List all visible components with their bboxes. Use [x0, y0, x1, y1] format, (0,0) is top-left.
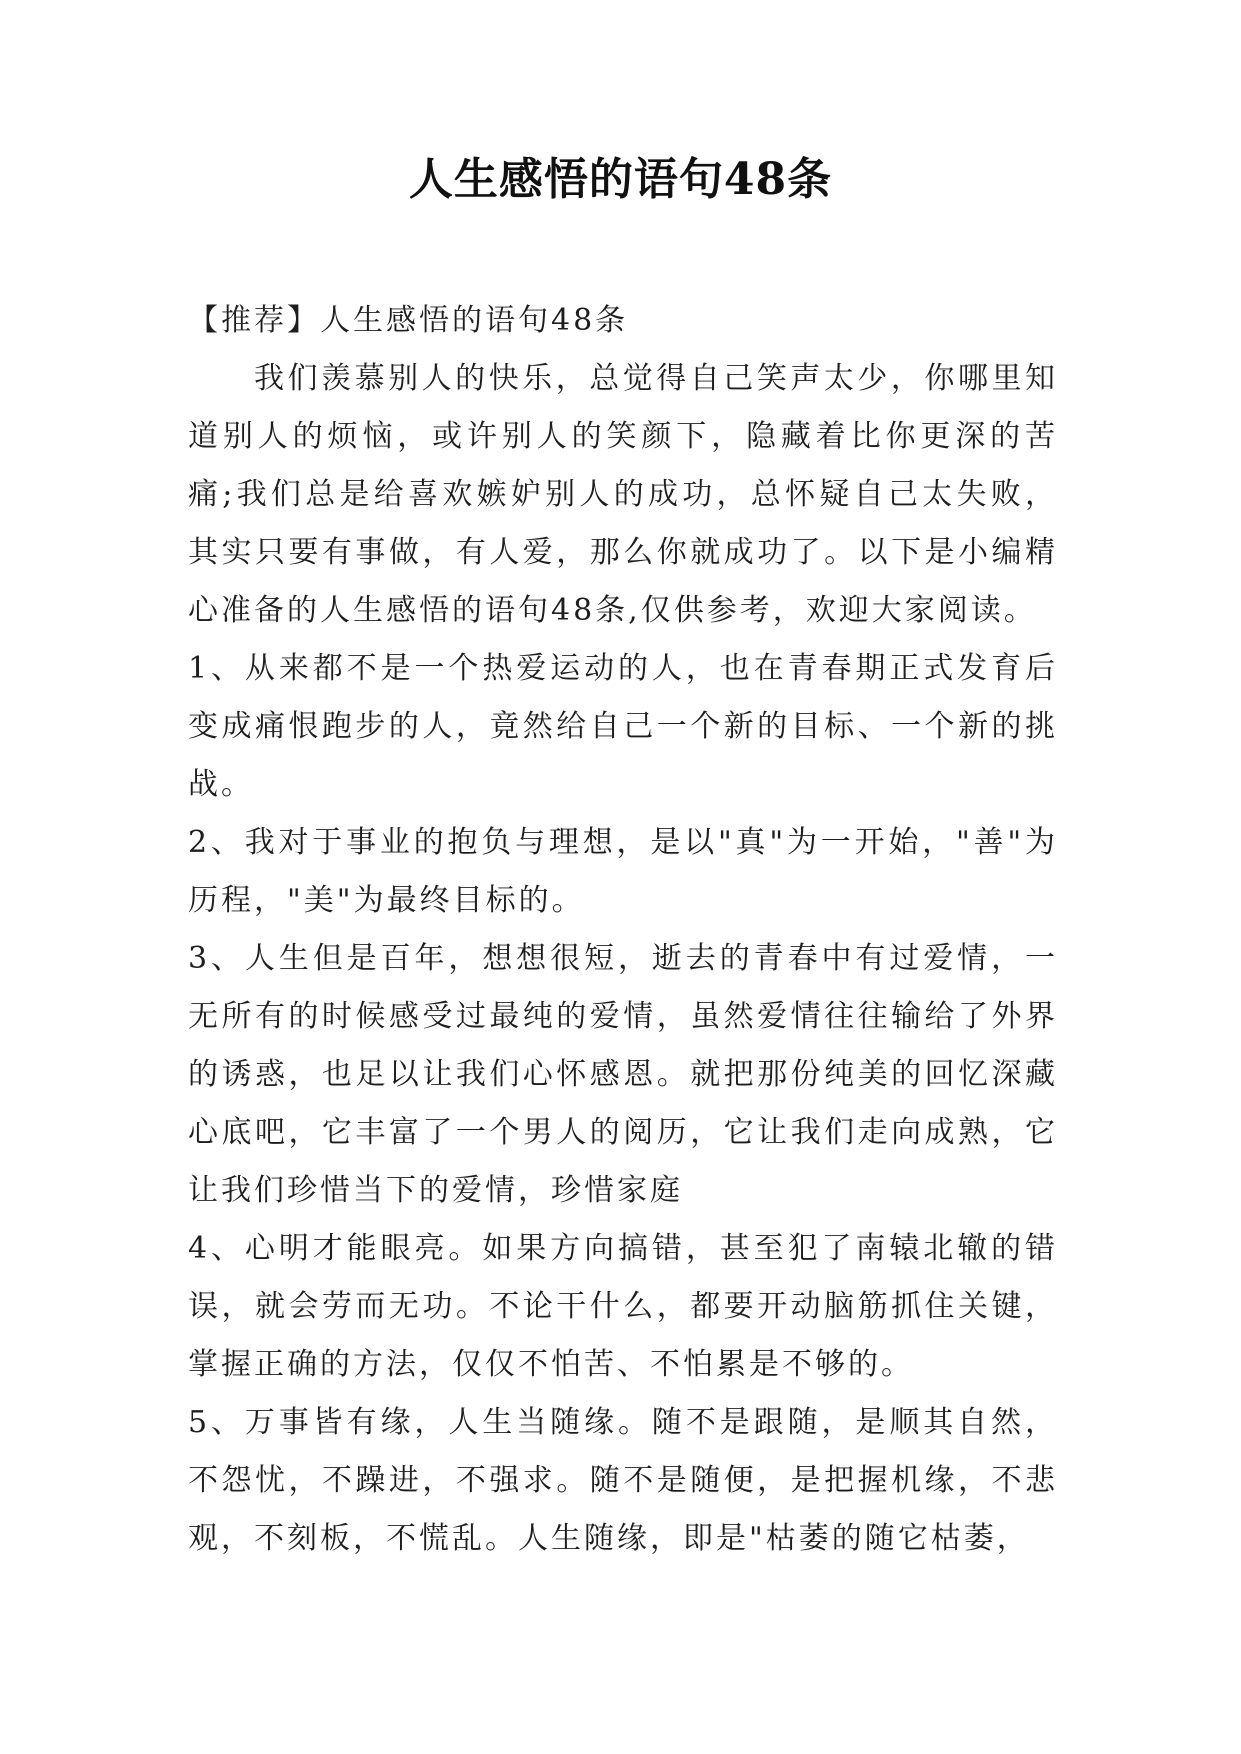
list-item-3: 3、人生但是百年，想想很短，逝去的青春中有过爱情，一无所有的时候感受过最纯的爱情，虽然爱情往往输给了外界的诱惑，也足以让我们心怀感恩。就把那份纯美的回忆深藏心底吧，它丰富了一个男人的阅历，它让我们走向成熟，它让我们珍惜当下的爱情，珍惜家庭 [188, 941, 1058, 1208]
list-item-2: 2、我对于事业的抱负与理想，是以"真"为一开始，"善"为历程，"美"为最终目标的。 [188, 825, 1058, 918]
subtitle-line: 【推荐】人生感悟的语句48条 [188, 303, 629, 338]
list-item-1: 1、从来都不是一个热爱运动的人，也在青春期正式发育后变成痛恨跑步的人，竟然给自己一个新的目标、一个新的挑战。 [188, 651, 1058, 802]
list-item-5: 5、万事皆有缘，人生当随缘。随不是跟随，是顺其自然，不怨忧，不躁进，不强求。随不是随便，是把握机缘，不悲观，不刻板，不慌乱。人生随缘，即是"枯萎的随它枯萎， [188, 1405, 1058, 1556]
document-body [188, 292, 1058, 1568]
document-title: 人生感悟的语句48条 [408, 154, 833, 205]
list-item-4: 4、心明才能眼亮。如果方向搞错，甚至犯了南辕北辙的错误，就会劳而无功。不论干什么，都要开动脑筋抓住关键，掌握正确的方法，仅仅不怕苦、不怕累是不够的。 [188, 1231, 1058, 1382]
intro-paragraph: 我们羡慕别人的快乐，总觉得自己笑声太少，你哪里知道别人的烦恼，或许别人的笑颜下，隐藏着比你更深的苦痛;我们总是给喜欢嫉妒别人的成功，总怀疑自己太失败，其实只要有事做，有人爱，那么你就成功了。以下是小编精心准备的人生感悟的语句48条,仅供参考，欢迎大家阅读。 [188, 361, 1058, 628]
